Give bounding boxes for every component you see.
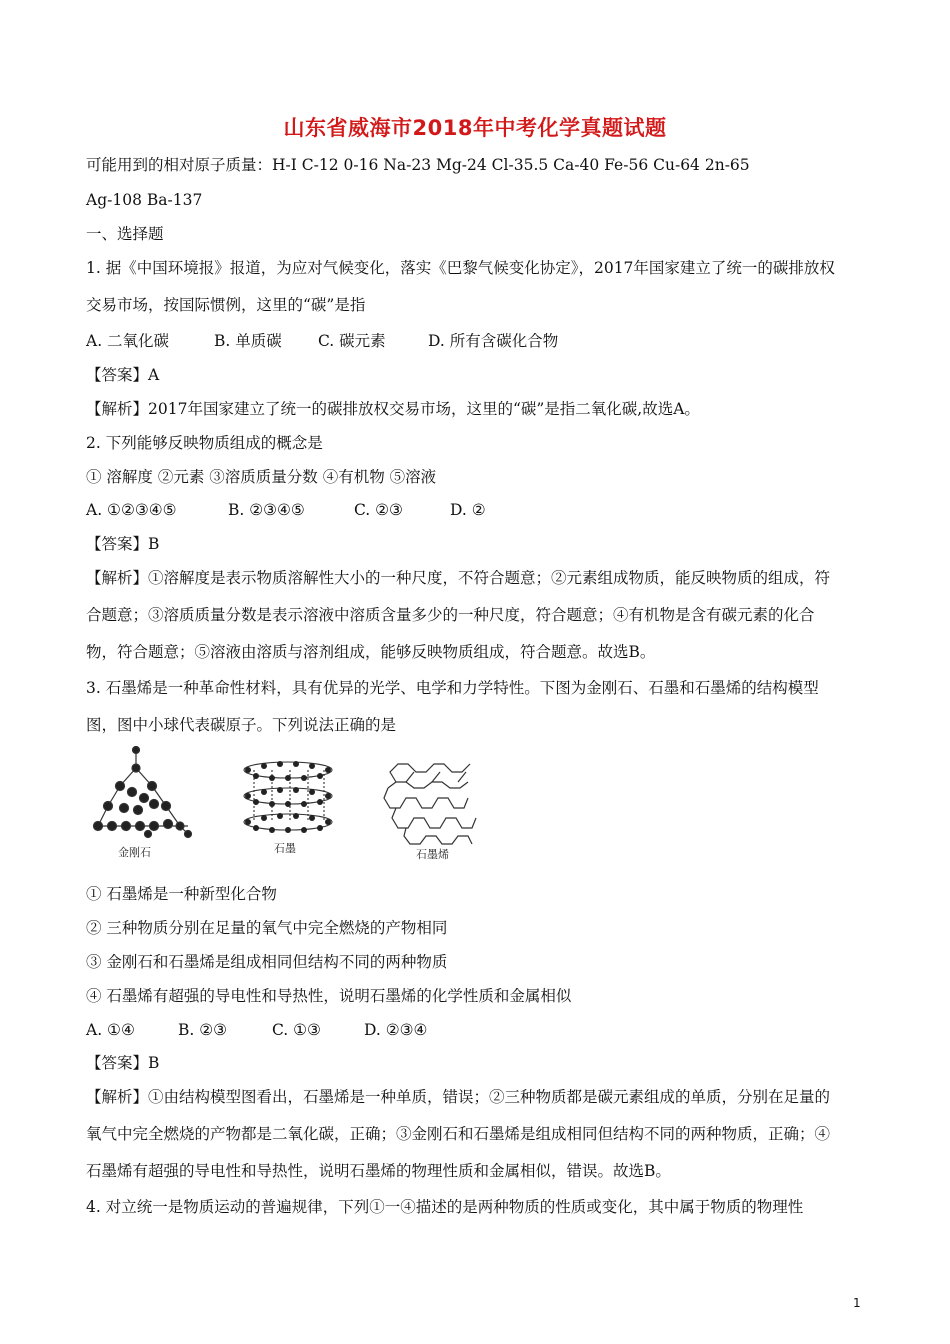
q3-analysis-line-3: 石墨烯有超强的导电性和导热性，说明石墨烯的物理性质和金属相似，错误。故选B。 [86, 1162, 671, 1180]
q1-options [86, 331, 866, 351]
q2-analysis-line-2: 合题意；③溶质质量分数是表示溶液中溶质含量多少的一种尺度，符合题意；④有机物是含有碳元素的化合 [86, 606, 815, 624]
q3-option-a: A. ①④ [86, 1021, 135, 1039]
q3-stem-line-2: 图，图中小球代表碳原子。下列说法正确的是 [86, 716, 397, 734]
q2-option-c: C. ②③ [354, 501, 403, 519]
q1-option-b: B. 单质碳 [214, 332, 282, 350]
q1-option-c: C. 碳元素 [318, 332, 386, 350]
carbon-structures-figure [88, 738, 508, 868]
graphite-model-image [244, 761, 332, 833]
q2-stem: 2. 下列能够反映物质组成的概念是 [86, 434, 323, 452]
q3-stem-line-1: 3. 石墨烯是一种革命性材料，具有优异的光学、电学和力学特性。下图为金刚石、石墨和石墨烯的结构模型 [86, 679, 819, 697]
q2-answer: 【答案】B [86, 535, 160, 553]
page-number: 1 [853, 1296, 861, 1310]
page-title: 山东省威海市2018年中考化学真题试题 [283, 116, 667, 140]
q3-option-c: C. ①③ [272, 1021, 321, 1039]
q3-options [86, 1020, 866, 1040]
section-heading: 一、选择题 [86, 225, 164, 243]
graphene-model-image [384, 764, 476, 844]
q3-option-b: B. ②③ [178, 1021, 228, 1039]
q3-statement-4: ④ 石墨烯有超强的导电性和导热性，说明石墨烯的化学性质和金属相似 [86, 987, 572, 1005]
q3-statement-2: ② 三种物质分别在足量的氧气中完全燃烧的产物相同 [86, 919, 448, 937]
q1-option-d: D. 所有含碳化合物 [428, 332, 559, 350]
q2-options [86, 500, 866, 520]
q3-analysis-line-2: 氧气中完全燃烧的产物都是二氧化碳，正确；③金刚石和石墨烯是组成相同但结构不同的两种物质，正确；④ [86, 1125, 831, 1143]
q1-stem-line-2: 交易市场，按国际惯例，这里的“碳”是指 [86, 296, 366, 314]
q3-answer: 【答案】B [86, 1054, 160, 1072]
q4-stem-line-1: 4. 对立统一是物质运动的普遍规律，下列①一④描述的是两种物质的性质或变化，其中属于物质的物理性 [86, 1198, 804, 1216]
q1-stem-line-1: 1. 据《中国环境报》报道，为应对气候变化，落实《巴黎气候变化协定》，2017年国家建立了统一的碳排放权 [86, 259, 835, 277]
figure-label-graphene: 石墨烯 [416, 848, 449, 861]
q2-analysis-line-1: 【解析】①溶解度是表示物质溶解性大小的一种尺度，不符合题意；②元素组成物质，能反映物质的组成，符 [86, 569, 831, 587]
figure-label-graphite: 石墨 [274, 842, 296, 855]
q1-answer: 【答案】A [86, 366, 160, 384]
q2-analysis-line-3: 物，符合题意；⑤溶液由溶质与溶剂组成，能够反映物质组成，符合题意。故选B。 [86, 643, 656, 661]
q2-items: ① 溶解度 ②元素 ③溶质质量分数 ④有机物 ⑤溶液 [86, 468, 437, 486]
atomic-masses-line-1: 可能用到的相对原子质量：H-I C-12 0-16 Na-23 Mg-24 Cl-35.5 Ca-40 Fe-56 Cu-64 2n-65 [86, 156, 750, 174]
q3-option-d: D. ②③④ [364, 1021, 428, 1039]
q2-option-b: B. ②③④⑤ [228, 501, 305, 519]
atomic-masses-line-2: Ag-108 Ba-137 [86, 191, 203, 209]
q3-analysis-line-1: 【解析】①由结构模型图看出，石墨烯是一种单质，错误；②三种物质都是碳元素组成的单质，分别在足量的 [86, 1088, 831, 1106]
q1-option-a: A. 二氧化碳 [86, 332, 170, 350]
q1-analysis: 【解析】2017年国家建立了统一的碳排放权交易市场，这里的“碳”是指二氧化碳,故选A。 [86, 400, 700, 418]
q3-statement-3: ③ 金刚石和石墨烯是组成相同但结构不同的两种物质 [86, 953, 448, 971]
q2-option-d: D. ② [450, 501, 486, 519]
diamond-model-image [94, 747, 192, 838]
q3-statement-1: ① 石墨烯是一种新型化合物 [86, 885, 277, 903]
q2-option-a: A. ①②③④⑤ [86, 501, 177, 519]
figure-label-diamond: 金刚石 [118, 846, 151, 859]
